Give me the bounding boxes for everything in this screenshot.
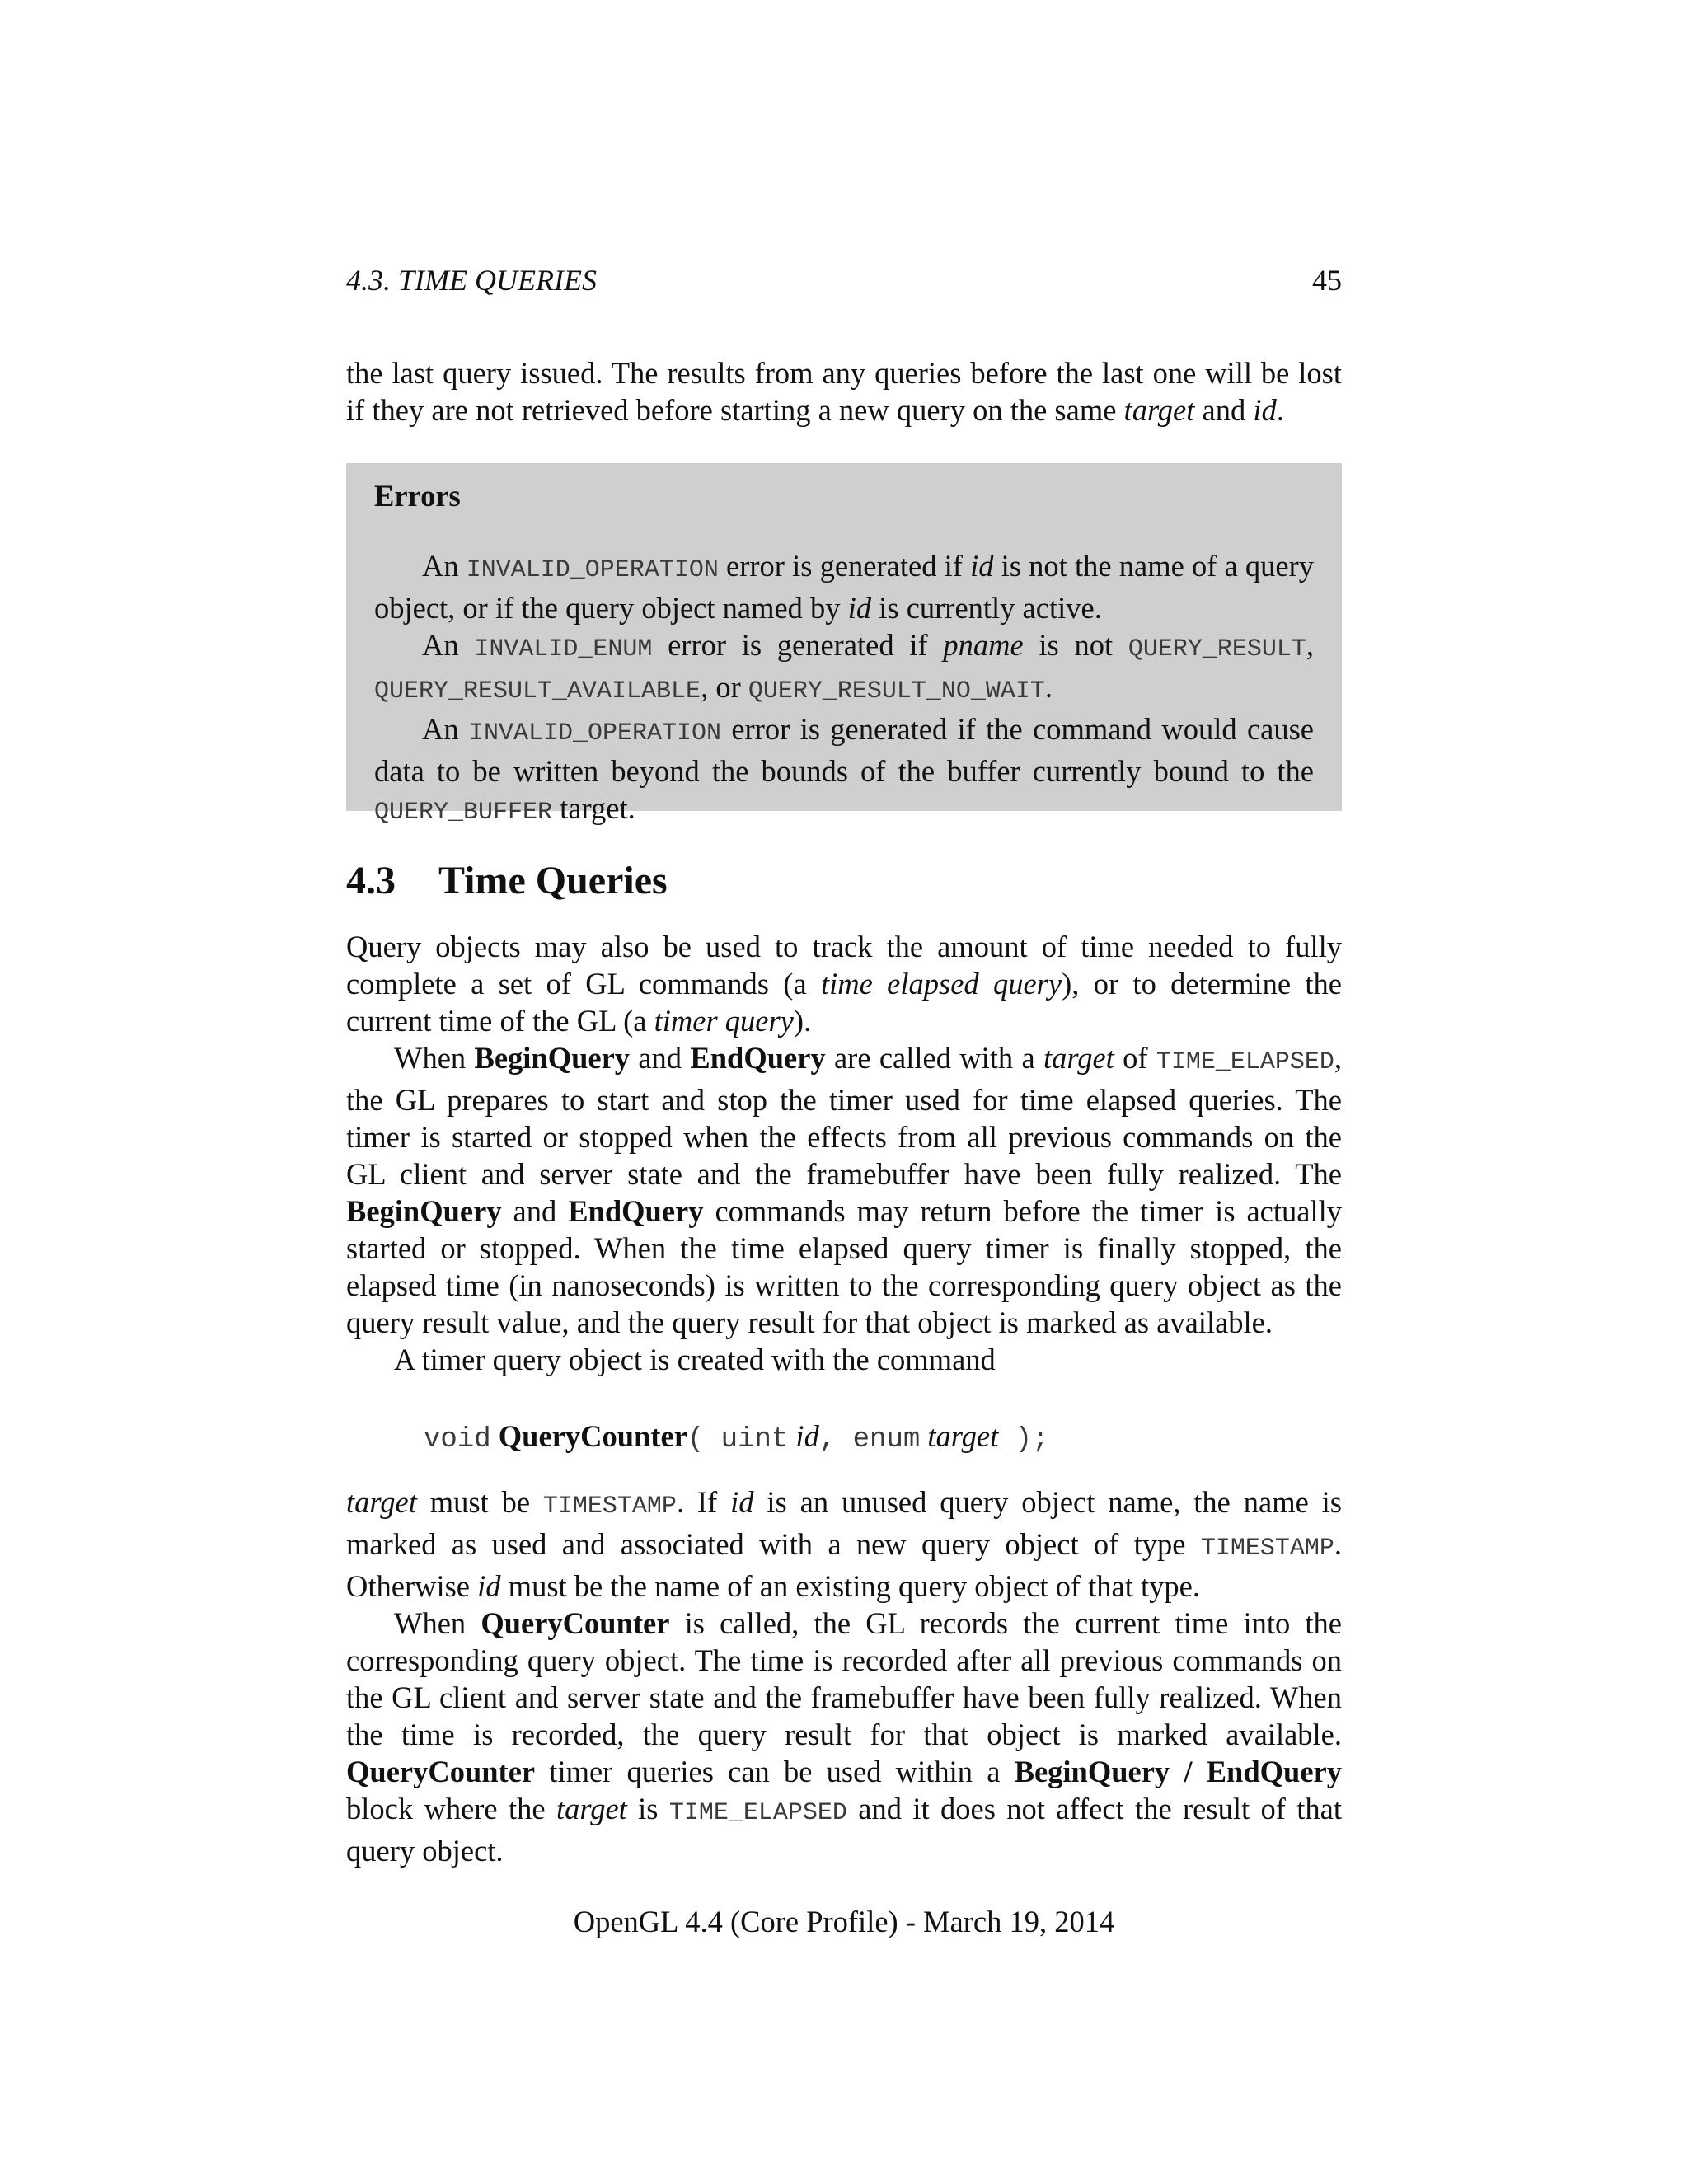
section-number: 4.3 (346, 859, 396, 902)
page-footer: OpenGL 4.4 (Core Profile) - March 19, 2014 (573, 1905, 1115, 1938)
errors-heading: Errors (374, 479, 461, 513)
paragraph: When BeginQuery and EndQuery are called with a target of TIME_ELAPSED, the GL prepares to start and stop the timer used for time elapsed queries. The timer is started or stopped when the effects from all previous commands on the GL client and server state and the framebuffer have been fully realized. The BeginQuery and EndQuery commands may return before the timer is actually started or stopped. When the time elapsed query timer is finally stopped, the elapsed time (in nanoseconds) is written to the corresponding query object as the query result value, and the query result for that object is marked as available. (346, 1041, 1343, 1339)
intro-paragraph: the last query issued. The results from any queries before the last one will be lost if they are not retrieved before starting a new query on the same target and id. (346, 356, 1342, 427)
paragraph: When QueryCounter is called, the GL records the current time into the corresponding query object. The time is recorded after all previous commands on the GL client and server state and the framebuffer have been fully realized. When the time is recorded, the query result for that object is marked available. QueryCounter timer queries can be used within a BeginQuery / EndQuery block where the target is TIME_ELAPSED and it does not affect the result of that query object. (346, 1606, 1342, 1868)
errors-box (346, 463, 1342, 827)
running-header (346, 262, 1342, 298)
page-number: 45 (1312, 264, 1342, 297)
section-title: Time Queries (438, 859, 668, 902)
section-body-lower (346, 1483, 1342, 1869)
error-item: An INVALID_OPERATION error is generated if the command would cause data to be written beyond the bounds of the buffer currently bound to the QUERY_BUFFER target. (374, 712, 1314, 827)
section-label: 4.3. TIME QUERIES (346, 264, 597, 297)
paragraph: Query objects may also be used to track the amount of time needed to fully complete a set of GL commands (a time elapsed query), or to determine the current time of the GL (a timer query). (346, 930, 1342, 1038)
paragraph: target must be TIMESTAMP. If id is an unused query object name, the name is marked as used and associated with a new query object of type TIMESTAMP. Otherwise id must be the name of an existing query object of that type. (346, 1485, 1343, 1603)
paragraph: A timer query object is created with the command (394, 1343, 996, 1376)
section-body-upper (346, 928, 1342, 1378)
section-heading (346, 852, 668, 910)
error-item: An INVALID_OPERATION error is generated if id is not the name of a query object, or if the query object named by id is currently active. (374, 549, 1314, 625)
error-item: An INVALID_ENUM error is generated if pname is not QUERY_RESULT, QUERY_RESULT_AVAILABLE, or QUERY_RESULT_NO_WAIT. (374, 628, 1314, 705)
function-prototype: void QueryCounter( uint id, enum target ); (424, 1419, 1049, 1455)
